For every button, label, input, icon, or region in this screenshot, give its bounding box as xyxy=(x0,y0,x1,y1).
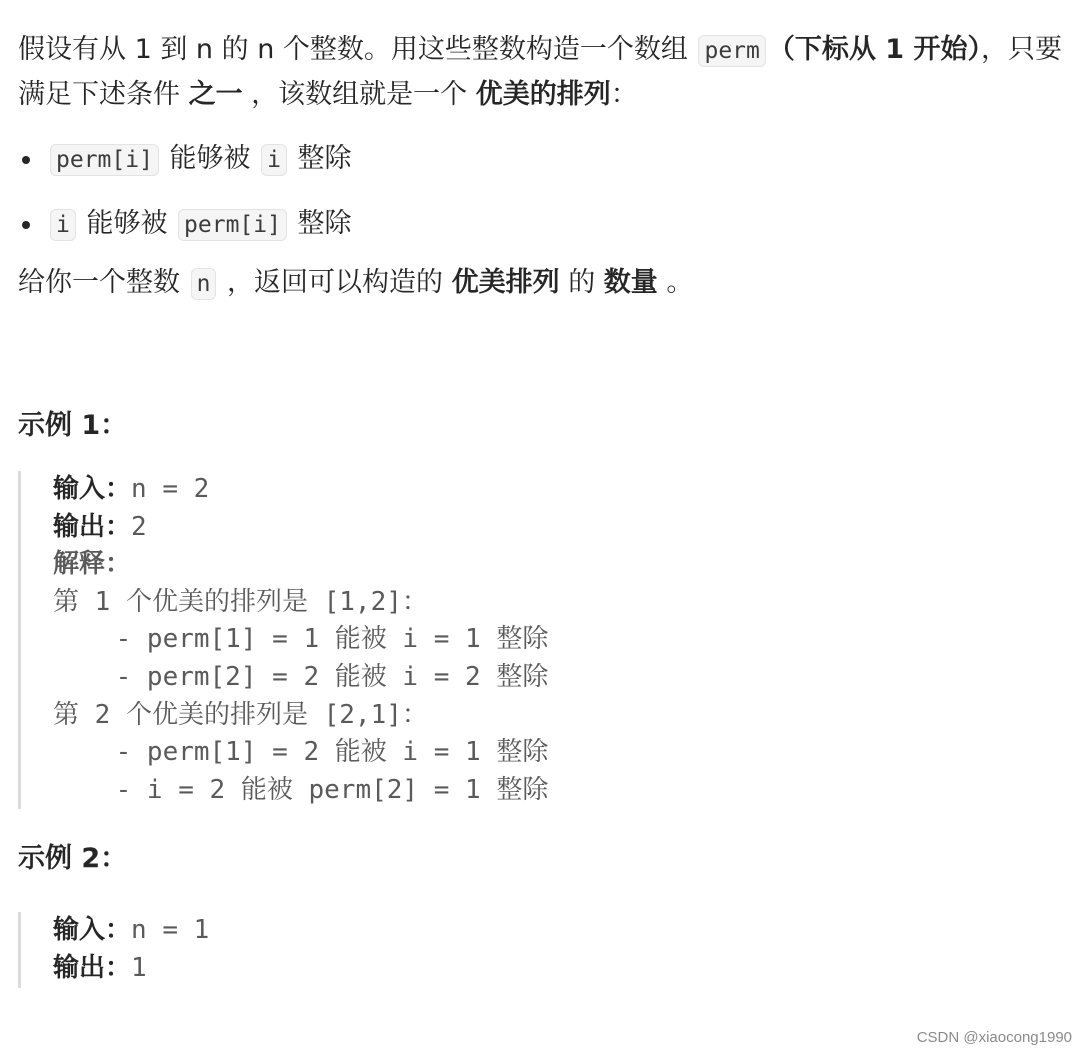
explain-label: 解释： xyxy=(53,549,132,580)
condition-text: 整除 xyxy=(288,143,352,174)
explain-line: - perm[2] = 2 能被 i = 2 整除 xyxy=(53,661,549,692)
example-2-block xyxy=(18,912,1080,987)
condition-text: 能够被 xyxy=(77,208,177,239)
explain-line: - perm[1] = 1 能被 i = 1 整除 xyxy=(53,624,549,655)
condition-text: 能够被 xyxy=(160,143,260,174)
code-i: i xyxy=(50,209,76,241)
code-n: n xyxy=(191,268,217,300)
desc-text: ，只要满足下述条件 xyxy=(18,34,1062,110)
example-1-block xyxy=(18,471,1080,809)
code-perm: perm xyxy=(698,35,765,67)
explain-line: - i = 2 能被 perm[2] = 1 整除 xyxy=(53,774,549,805)
task-text: 给你一个整数 xyxy=(18,267,189,298)
condition-item xyxy=(18,137,1080,182)
code-perm-i: perm[i] xyxy=(178,209,287,241)
output-label: 输出： xyxy=(53,952,132,983)
desc-text: 假设有从 1 到 n 的 n 个整数。用这些整数构造一个数组 xyxy=(18,34,697,65)
desc-text: ： xyxy=(610,79,638,110)
desc-index-note: （下标从 1 开始） xyxy=(767,34,981,65)
explain-line: - perm[1] = 2 能被 i = 1 整除 xyxy=(53,737,549,768)
problem-content xyxy=(18,28,1080,988)
output-label: 输出： xyxy=(53,511,132,542)
task-emphasis-beautiful: 优美排列 xyxy=(451,267,560,298)
desc-emphasis-beautiful-arrangement: 优美的排列 xyxy=(475,79,611,110)
watermark: CSDN @xiaocong1990 xyxy=(916,1029,1072,1046)
input-value: n = 1 xyxy=(131,915,210,946)
output-value: 1 xyxy=(131,952,147,983)
example-1-heading: 示例 1： xyxy=(18,410,128,441)
desc-emphasis-one-of: 之一 xyxy=(188,79,243,110)
input-value: n = 2 xyxy=(131,474,210,504)
task-text: 的 xyxy=(559,267,604,298)
explain-line: 第 2 个优美的排列是 [2,1]： xyxy=(53,699,428,730)
task-text: ，返回可以构造的 xyxy=(218,267,452,298)
code-i: i xyxy=(261,144,287,176)
output-value: 2 xyxy=(131,511,147,542)
condition-item xyxy=(18,202,1080,247)
condition-text: 整除 xyxy=(288,208,352,239)
condition-list xyxy=(18,137,1080,247)
task-statement xyxy=(18,261,1080,306)
example-2-heading: 示例 2： xyxy=(18,843,128,875)
problem-description xyxy=(18,28,1080,117)
code-perm-i: perm[i] xyxy=(50,144,159,176)
input-label: 输入： xyxy=(53,915,132,946)
task-emphasis-count: 数量 xyxy=(603,267,658,298)
input-label: 输入： xyxy=(53,474,132,504)
explain-line: 第 1 个优美的排列是 [1,2]： xyxy=(53,586,428,617)
task-text: 。 xyxy=(657,267,694,298)
desc-text: ，该数组就是一个 xyxy=(242,79,476,110)
